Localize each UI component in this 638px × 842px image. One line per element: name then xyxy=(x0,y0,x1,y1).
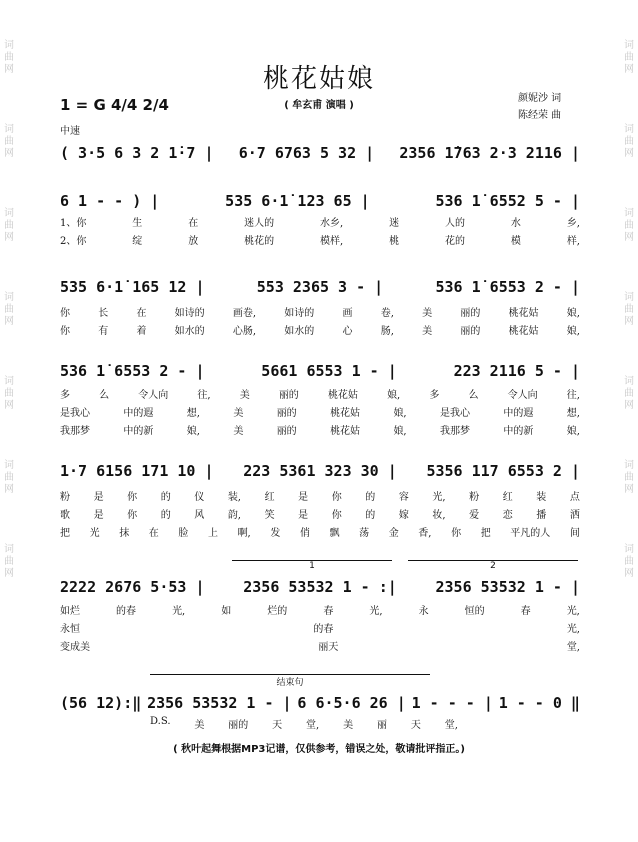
song-title: 桃花姑娘 xyxy=(262,64,375,94)
lyric-word: 烂的 xyxy=(267,606,288,617)
lyric-word: 光, xyxy=(369,606,383,617)
watermark-char: 曲 xyxy=(4,472,14,483)
lyric-line xyxy=(60,638,580,653)
lyric-word: 娘, xyxy=(566,426,580,437)
lyric-word: 美 xyxy=(233,408,244,419)
lyric-word: 中的遐 xyxy=(503,408,534,419)
lyric-word: 的 xyxy=(365,492,376,503)
watermark-char: 曲 xyxy=(624,304,634,315)
notation-measure: 5661 6553 1 - | xyxy=(261,362,397,380)
lyric-word: 着 xyxy=(136,326,147,337)
watermark-char: 词 xyxy=(624,208,634,219)
lyric-word: 丽的 xyxy=(228,720,249,731)
notation-measure: 535 6·1̇ 123 65 | xyxy=(225,192,370,210)
lyric-line xyxy=(60,386,580,401)
lyric-word: 的 xyxy=(160,492,171,503)
watermark-char: 网 xyxy=(624,568,634,579)
lyric-word: 仪 xyxy=(194,492,205,503)
lyric-word: 模样, xyxy=(320,236,344,247)
lyric-word: 迷 xyxy=(389,218,400,229)
watermark-char: 曲 xyxy=(624,136,634,147)
watermark-char: 网 xyxy=(624,484,634,495)
lyric-word: 脸 xyxy=(178,528,189,539)
lyric-word: 多 xyxy=(429,390,440,401)
lyric-line xyxy=(60,404,580,419)
lyric-word: 红 xyxy=(264,492,275,503)
lyric-word: 多 xyxy=(60,390,70,401)
second-ending-bracket: 2 xyxy=(408,560,578,569)
lyric-word: 丽的 xyxy=(460,308,481,319)
notation-measure: 6 6·5·6 26 | xyxy=(297,694,406,712)
notation-measure: 223 2116 5 - | xyxy=(453,362,580,380)
lyric-word: 画 xyxy=(342,308,353,319)
lyric-word: 生 xyxy=(132,218,143,229)
first-ending-bracket: 1 xyxy=(232,560,392,569)
lyric-word: 娘, xyxy=(186,426,200,437)
lyric-word: 你 xyxy=(127,510,138,521)
lyric-word: 光 xyxy=(89,528,100,539)
lyric-word: 点 xyxy=(569,492,580,503)
lyric-word: 美 xyxy=(422,308,433,319)
lyric-word: 桃花姑 xyxy=(508,326,539,337)
lyric-word: 桃花的 xyxy=(244,236,275,247)
lyric-word: 美 xyxy=(422,326,433,337)
lyric-word: 有 xyxy=(98,326,109,337)
lyric-word: 丽的 xyxy=(276,426,297,437)
lyric-word: 永 xyxy=(418,606,429,617)
lyric-word: 我那梦 xyxy=(440,426,470,437)
lyric-word: 是我心 xyxy=(60,408,90,419)
lyric-word: 你 xyxy=(451,528,462,539)
lyric-word: 金 xyxy=(388,528,399,539)
lyric-word: 光, xyxy=(172,606,186,617)
lyric-word: 花的 xyxy=(445,236,465,247)
lyric-word: 香, xyxy=(418,528,432,539)
composer-credit: 陈经荣 曲 xyxy=(518,110,562,121)
lyric-word: 如水的 xyxy=(284,326,315,337)
lyric-line xyxy=(60,322,580,337)
lyric-word: 心 xyxy=(342,326,353,337)
lyric-word: 2、你 xyxy=(60,236,87,247)
lyric-word: 装 xyxy=(536,492,547,503)
lyric-word: 光, xyxy=(566,606,580,617)
lyric-word: 恒的 xyxy=(464,606,485,617)
lyric-word: 放 xyxy=(188,236,199,247)
lyric-word: 中的新 xyxy=(123,426,154,437)
lyric-word: 桃花姑 xyxy=(330,408,361,419)
lyric-word: 笑 xyxy=(264,510,275,521)
watermark-char: 词 xyxy=(4,40,14,51)
lyric-word: 娘, xyxy=(566,308,580,319)
tempo-marking: 中速 xyxy=(60,126,80,137)
lyric-word: 在 xyxy=(188,218,199,229)
watermark-char: 词 xyxy=(4,460,14,471)
lyric-word: 想, xyxy=(186,408,200,419)
lyric-line xyxy=(150,716,458,731)
lyric-word: 令人向 xyxy=(507,390,538,401)
lyric-word: 风 xyxy=(194,510,205,521)
lyric-word: 你 xyxy=(127,492,138,503)
lyric-word: 长 xyxy=(98,308,109,319)
notation-measure: 2356 53532 1 - | xyxy=(147,694,292,712)
watermark-char: 曲 xyxy=(4,136,14,147)
lyric-word: 在 xyxy=(136,308,147,319)
lyric-word: 丽 xyxy=(376,720,387,731)
watermark-char: 曲 xyxy=(624,388,634,399)
lyric-line xyxy=(60,232,580,247)
lyric-word: 是 xyxy=(93,492,104,503)
lyric-word: 人的 xyxy=(445,218,465,229)
watermark-char: 曲 xyxy=(624,220,634,231)
lyric-word: 堂, xyxy=(444,720,458,731)
lyric-word: 想, xyxy=(566,408,580,419)
lyric-word: 把 xyxy=(480,528,491,539)
lyricist-credit: 颜妮沙 词 xyxy=(518,93,562,104)
watermark-char: 词 xyxy=(4,544,14,555)
lyric-word: 丽的 xyxy=(460,326,481,337)
lyric-word: 变成美 xyxy=(60,642,90,653)
watermark-char: 词 xyxy=(624,376,634,387)
lyric-word: 娘, xyxy=(566,326,580,337)
lyric-word: 妆, xyxy=(432,510,446,521)
notation-row xyxy=(60,574,580,600)
watermark-char: 网 xyxy=(4,484,14,495)
notation-row xyxy=(60,140,580,166)
lyric-word: 啊, xyxy=(237,528,251,539)
lyric-word: 我那梦 xyxy=(60,426,90,437)
notation-row xyxy=(60,458,580,484)
lyric-word: 乡, xyxy=(566,218,580,229)
watermark-left xyxy=(2,40,16,628)
lyric-word: 肠, xyxy=(380,326,394,337)
watermark-char: 网 xyxy=(4,64,14,75)
lyric-word: 是 xyxy=(298,492,309,503)
lyric-word: 心肠, xyxy=(232,326,257,337)
watermark-char: 网 xyxy=(4,568,14,579)
credits xyxy=(518,90,561,124)
notation-measure: ( 3·5 6 3 2 1̇·7 | xyxy=(60,144,214,162)
lyric-word: 是 xyxy=(298,510,309,521)
lyric-word: 如 xyxy=(221,606,232,617)
lyric-line xyxy=(60,214,580,229)
lyric-word: 美 xyxy=(194,720,205,731)
lyric-word: 1、你 xyxy=(60,218,87,229)
lyric-word: 娘, xyxy=(393,426,407,437)
lyric-word: 往, xyxy=(566,390,580,401)
footnote: ( 秋叶起舞根据MP3记谱，仅供参考，错误之处，敬请批评指正。) xyxy=(173,744,465,755)
notation-measure: 1 - - 0 ‖ xyxy=(498,694,580,712)
lyric-word: 飘 xyxy=(329,528,340,539)
watermark-char: 曲 xyxy=(4,388,14,399)
lyric-line xyxy=(60,304,580,319)
notation-measure: 1·7 6156 171 10 | xyxy=(60,462,214,480)
lyric-word: 堂, xyxy=(566,642,580,653)
lyric-word: 上 xyxy=(207,528,218,539)
lyric-word: 你 xyxy=(60,308,70,319)
watermark-char: 网 xyxy=(624,316,634,327)
notation-row xyxy=(60,358,580,384)
lyric-word: 把 xyxy=(60,528,70,539)
key-signature: 1 = G 4/4 2/4 xyxy=(60,96,169,114)
watermark-char: 词 xyxy=(624,460,634,471)
lyric-word: 你 xyxy=(60,326,70,337)
notation-measure: 536 1̇ 6553 2 - | xyxy=(435,278,580,296)
lyric-word: 中的遐 xyxy=(123,408,154,419)
lyric-word: 样, xyxy=(566,236,580,247)
lyric-word: 春 xyxy=(520,606,531,617)
lyric-word: 平凡的人 xyxy=(510,528,551,539)
lyric-word: 光, xyxy=(432,492,446,503)
watermark-char: 网 xyxy=(624,400,634,411)
lyric-word: 桃 xyxy=(389,236,400,247)
lyric-word: 天 xyxy=(410,720,421,731)
lyric-word: 天 xyxy=(272,720,283,731)
watermark-char: 曲 xyxy=(624,472,634,483)
watermark-char: 曲 xyxy=(4,556,14,567)
lyric-word: 永恒 xyxy=(60,624,80,635)
watermark-char: 曲 xyxy=(624,556,634,567)
lyric-word: 荡 xyxy=(359,528,370,539)
lyric-word: 是我心 xyxy=(440,408,470,419)
lyric-word: 如水的 xyxy=(174,326,205,337)
lyric-word: 嫁 xyxy=(398,510,409,521)
watermark-char: 词 xyxy=(624,544,634,555)
watermark-char: 网 xyxy=(624,64,634,75)
watermark-char: 词 xyxy=(4,292,14,303)
notation-measure: 5356 117 6553 2 | xyxy=(426,462,580,480)
watermark-char: 曲 xyxy=(4,52,14,63)
lyric-word: 绽 xyxy=(132,236,143,247)
lyric-word: 桃花姑 xyxy=(508,308,539,319)
notation-measure: 223 5361 323 30 | xyxy=(243,462,397,480)
lyric-word: 丽的 xyxy=(278,390,299,401)
lyric-word: 如诗的 xyxy=(174,308,205,319)
watermark-right xyxy=(622,40,636,628)
notation-measure: 6·7 6763 5 32 | xyxy=(238,144,375,162)
lyric-line xyxy=(60,620,580,635)
lyric-word: 桃花姑 xyxy=(327,390,358,401)
watermark-char: 曲 xyxy=(4,220,14,231)
notation-measure: 2356 53532 1 - | xyxy=(435,578,580,596)
lyric-word: 娘, xyxy=(393,408,407,419)
lyric-word: 的 xyxy=(365,510,376,521)
lyric-word: 的春 xyxy=(116,606,137,617)
lyric-word: 洒 xyxy=(569,510,580,521)
watermark-char: 网 xyxy=(4,316,14,327)
lyric-word: 粉 xyxy=(60,492,70,503)
notation-measure: 536 1̇ 6553 2 - | xyxy=(60,362,205,380)
lyric-word: 歌 xyxy=(60,510,70,521)
notation-measure: 2222 2676 5·53 | xyxy=(60,578,205,596)
notation-measure: 536 1̇ 6552 5 - | xyxy=(435,192,580,210)
lyric-word: D.S. xyxy=(150,716,171,727)
lyric-line xyxy=(60,602,580,617)
lyric-word: 水 xyxy=(510,218,521,229)
notation-row xyxy=(60,690,580,716)
watermark-char: 词 xyxy=(4,376,14,387)
lyric-word: 俏 xyxy=(299,528,310,539)
ending-phrase-bracket: 结束句 xyxy=(150,674,430,683)
watermark-char: 词 xyxy=(624,292,634,303)
notation-measure: 6 1 - - ) | xyxy=(60,192,160,210)
singer-line: ( 牟玄甫 演唱 ) xyxy=(284,100,354,111)
lyric-word: 容 xyxy=(398,492,409,503)
watermark-char: 网 xyxy=(4,400,14,411)
watermark-char: 词 xyxy=(4,208,14,219)
watermark-char: 曲 xyxy=(4,304,14,315)
watermark-char: 词 xyxy=(4,124,14,135)
lyric-line xyxy=(60,524,580,539)
lyric-line xyxy=(60,422,580,437)
lyric-word: 桃花姑 xyxy=(330,426,361,437)
notation-measure: (56 12):‖ xyxy=(60,694,142,712)
lyric-word: 么 xyxy=(99,390,110,401)
lyric-word: 如诗的 xyxy=(284,308,315,319)
lyric-line xyxy=(60,506,580,521)
lyric-word: 恋 xyxy=(502,510,513,521)
lyric-word: 堂, xyxy=(306,720,320,731)
lyric-word: 是 xyxy=(93,510,104,521)
lyric-word: 丽天 xyxy=(318,642,339,653)
lyric-line xyxy=(60,488,580,503)
lyric-word: 发 xyxy=(270,528,281,539)
lyric-word: 你 xyxy=(331,492,342,503)
notation-measure: 2356 1̇763 2·3 2116 | xyxy=(399,144,580,162)
notation-measure: 1 - - - | xyxy=(411,694,493,712)
lyric-word: 爱 xyxy=(469,510,480,521)
lyric-word: 的 xyxy=(160,510,171,521)
lyric-word: 美 xyxy=(233,426,244,437)
lyric-word: 水乡, xyxy=(320,218,344,229)
lyric-word: 粉 xyxy=(469,492,480,503)
watermark-char: 曲 xyxy=(624,52,634,63)
lyric-word: 美 xyxy=(239,390,250,401)
lyric-word: 的春 xyxy=(313,624,334,635)
lyric-word: 模 xyxy=(510,236,521,247)
lyric-word: 在 xyxy=(148,528,159,539)
watermark-char: 词 xyxy=(624,124,634,135)
lyric-word: 令人向 xyxy=(138,390,169,401)
lyric-word: 娘, xyxy=(387,390,401,401)
lyric-word: 丽的 xyxy=(276,408,297,419)
notation-row xyxy=(60,188,580,214)
watermark-char: 网 xyxy=(4,148,14,159)
lyric-word: 春 xyxy=(323,606,334,617)
lyric-word: 装, xyxy=(227,492,241,503)
lyric-word: 么 xyxy=(468,390,479,401)
lyric-word: 如烂 xyxy=(60,606,80,617)
watermark-char: 网 xyxy=(624,232,634,243)
lyric-word: 你 xyxy=(331,510,342,521)
watermark-char: 词 xyxy=(624,40,634,51)
lyric-word: 中的新 xyxy=(503,426,534,437)
lyric-word: 韵, xyxy=(227,510,241,521)
lyric-word: 光, xyxy=(566,624,580,635)
notation-measure: 535 6·1̇ 165 12 | xyxy=(60,278,205,296)
lyric-word: 播 xyxy=(536,510,547,521)
lyric-word: 抹 xyxy=(119,528,130,539)
lyric-word: 卷, xyxy=(380,308,394,319)
lyric-word: 迷人的 xyxy=(244,218,275,229)
watermark-char: 网 xyxy=(624,148,634,159)
lyric-word: 往, xyxy=(197,390,211,401)
notation-measure: 2356 53532 1 - :| xyxy=(243,578,397,596)
notation-row xyxy=(60,274,580,300)
lyric-word: 间 xyxy=(569,528,580,539)
lyric-word: 美 xyxy=(343,720,354,731)
lyric-word: 红 xyxy=(502,492,513,503)
watermark-char: 网 xyxy=(4,232,14,243)
notation-measure: 553 2365 3 - | xyxy=(256,278,384,296)
lyric-word: 画卷, xyxy=(232,308,257,319)
